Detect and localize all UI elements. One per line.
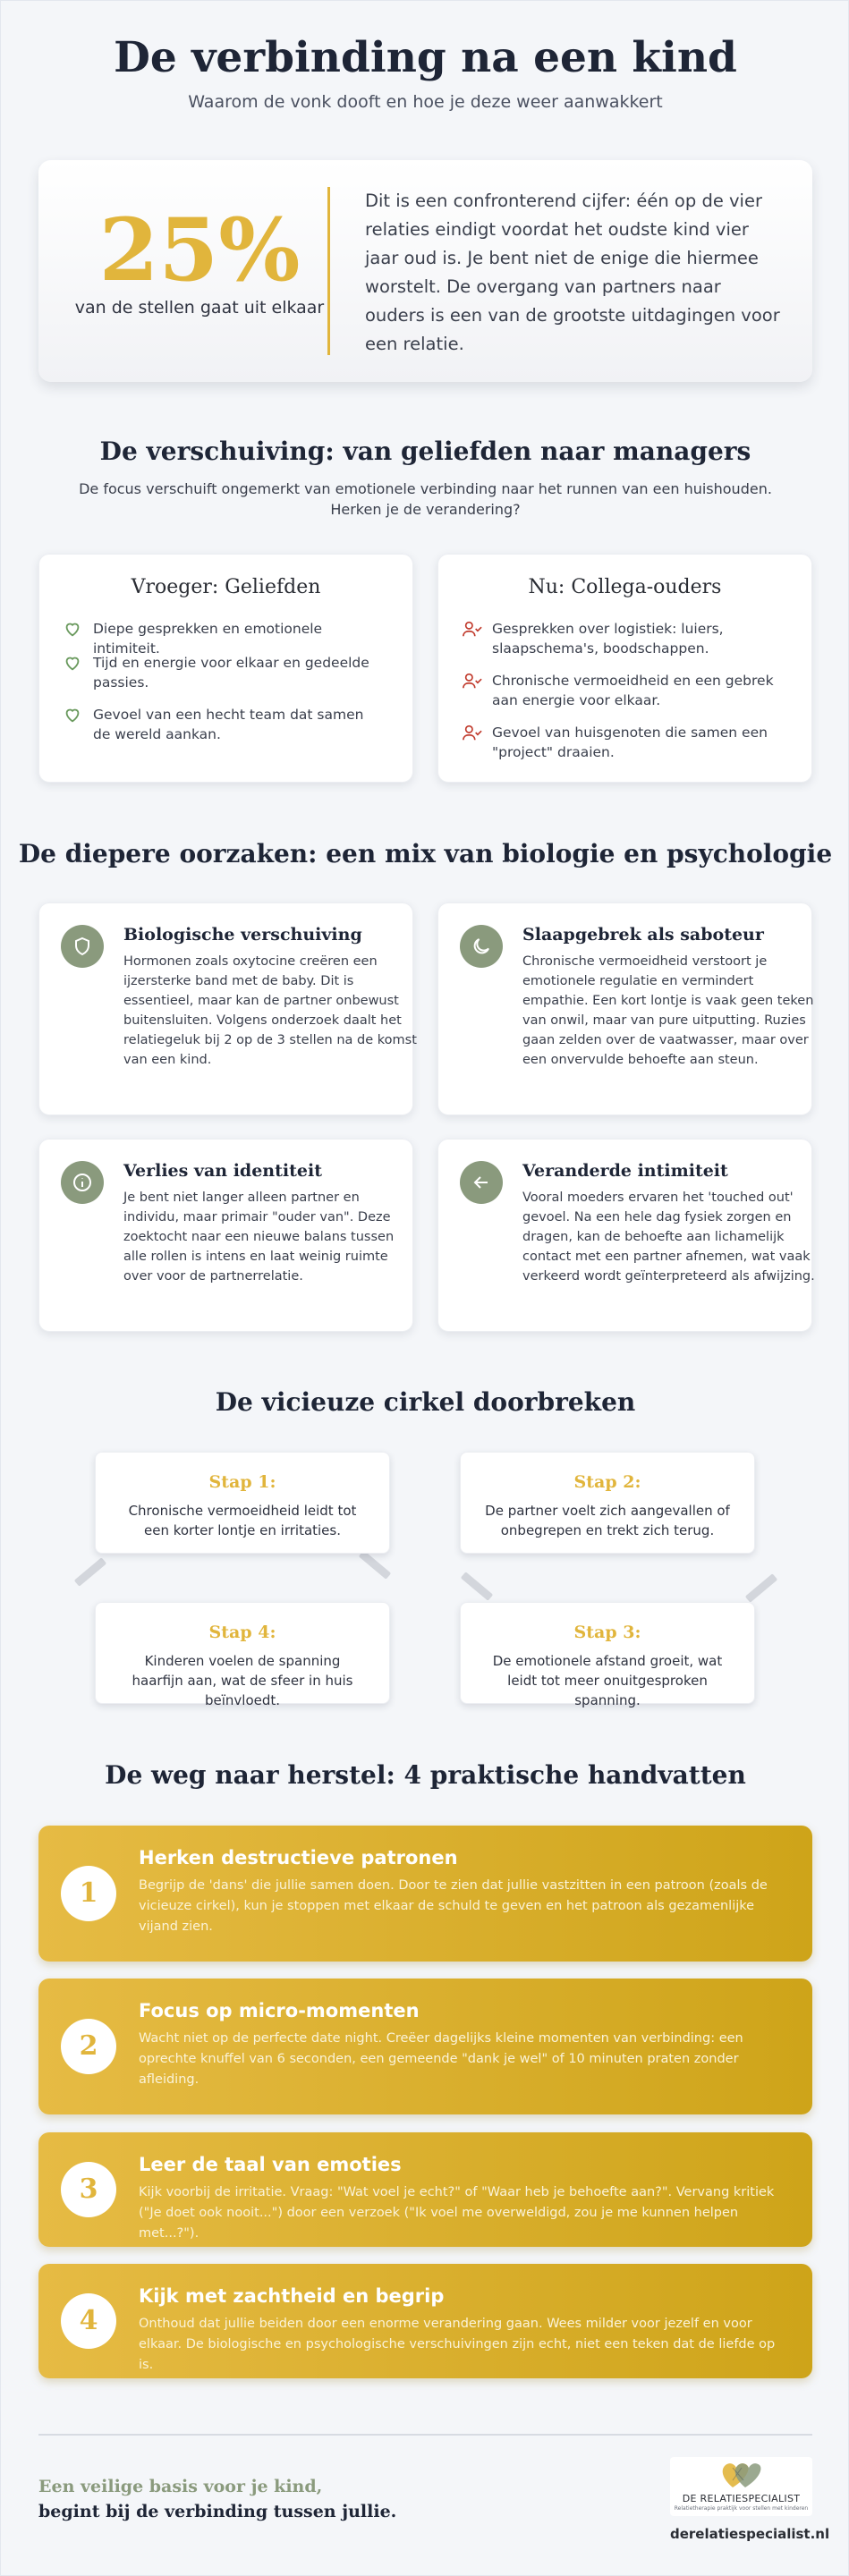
list-item: [462, 723, 784, 762]
cause-card: [38, 902, 417, 1115]
list-item-text: Diepe gesprekken en emotionele intimiteit.: [93, 621, 323, 657]
cause-text: Je bent niet langer alleen partner en individu, maar primair "ouder van". Deze zoektocht naar een nieuwe balans tussen alle rollen is intens en laat weinig ruimte over voor de partnerrelatie.: [123, 1191, 395, 1284]
cycle-connector: [745, 1573, 777, 1603]
shift-subtitle: De focus verschuift ongemerkt van emotionele verbinding naar het runnen van een huishouden. Herken je de verandering?: [79, 480, 772, 518]
stat-divider: [327, 187, 330, 355]
cause-text: Hormonen zoals oxytocine creëren een ijzersterke band met de baby. Dit is essentieel, maar kan de partner onbewust buitensluiten. Volgens onderzoek daalt het relatiegeluk bij 2 op de 3 stellen na de komst van een kind.: [123, 954, 417, 1067]
stat-card: [38, 160, 812, 382]
cycle-connector: [461, 1572, 493, 1601]
causes-title: De diepere oorzaken: een mix van biologie en psychologie: [18, 839, 833, 869]
stat-label: van de stellen gaat uit elkaar: [74, 298, 325, 318]
cause-title: Verlies van identiteit: [123, 1161, 322, 1181]
stat-description: Dit is een confronterend cijfer: één op de vier relaties eindigt voordat het oudste kind vier jaar oud is. Je bent niet de enige die hiermee worstelt. De overgang van partners naar ouders is een van de grootste uitdagingen voor een relatie.: [365, 191, 780, 354]
list-item: [63, 653, 385, 692]
recovery-card: [38, 2132, 812, 2247]
footer-tagline-1: Een veilige basis voor je kind,: [38, 2477, 323, 2496]
step-title: Stap 1:: [208, 1472, 276, 1492]
cause-title: Slaapgebrek als saboteur: [522, 925, 764, 945]
recovery-title: De weg naar herstel: 4 praktische handvatten: [105, 1760, 746, 1790]
footer-divider: [38, 2434, 812, 2436]
cycle-step: [95, 1452, 390, 1554]
list-item: [63, 705, 385, 744]
recovery-card: [38, 1826, 812, 1962]
shield-icon: [61, 925, 104, 968]
recovery-title-text: Focus op micro-momenten: [139, 2000, 420, 2021]
list-item-text: Gevoel van huisgenoten die samen een "project" draaien.: [492, 724, 768, 760]
list-item-text: Chronische vermoeidheid en een gebrek aan energie voor elkaar.: [492, 673, 774, 708]
recovery-text: Kijk voorbij de irritatie. Vraag: "Wat voel je echt?" of "Waar heb je behoefte aan?". Vervang kritiek ("Je doet ook nooit...") door een verzoek ("Ik voel me overweldigd, zou je me kunnen helpen met...?").: [139, 2185, 775, 2241]
recovery-number: 1: [61, 1866, 116, 1921]
list-item: [462, 619, 784, 658]
step-text: De emotionele afstand groeit, wat leidt tot meer onuitgesproken spanning.: [492, 1653, 723, 1708]
recovery-text: Onthoud dat jullie beiden door een enorme verandering gaan. Wees milder voor jezelf en voor elkaar. De biologische en psychologische verschuivingen zijn echt, niet een teken dat de liefde op is.: [139, 2317, 776, 2372]
recovery-title-text: Kijk met zachtheid en begrip: [139, 2285, 445, 2307]
heart-icon: [63, 705, 86, 744]
step-text: Chronische vermoeidheid leidt tot een korter lontje en irritaties.: [128, 1503, 357, 1538]
recovery-number: 4: [61, 2293, 116, 2349]
list-item-text: Gesprekken over logistiek: luiers, slaapschema's, boodschappen.: [492, 621, 724, 657]
recovery-card: [38, 1979, 812, 2114]
user-check-icon: [462, 671, 485, 710]
recovery-text: Begrijp de 'dans' die jullie samen doen. Door te zien dat jullie vastzitten in een patroon (zoals de vicieuze cirkel), kun je stoppen met elkaar de schuld te geven en het patroon als gezamenlijke vijand zien.: [139, 1878, 768, 1934]
recovery-title-text: Herken destructieve patronen: [139, 1847, 458, 1868]
logo-hearts-icon: [670, 2457, 812, 2493]
cause-title: Veranderde intimiteit: [522, 1161, 728, 1181]
cause-text: Vooral moeders ervaren het 'touched out' gevoel. Na een hele dag fysiek zorgen en dragen, kan de behoefte aan lichamelijk contact met een partner afnemen, wat vaak verkeerd wordt geïnterpreteerd als afwijzing.: [522, 1191, 815, 1284]
cause-card: [38, 1139, 413, 1332]
step-text: Kinderen voelen de spanning haarfijn aan, wat de sfeer in huis beïnvloedt.: [132, 1653, 353, 1708]
cycle-title: De vicieuze cirkel doorbreken: [215, 1387, 636, 1417]
info-icon: [61, 1161, 104, 1204]
cycle-step: [95, 1602, 390, 1708]
logo-tagline: Relatietherapie praktijk voor stellen met kinderen: [674, 2505, 809, 2512]
step-text: De partner voelt zich aangevallen of onbegrepen en trekt zich terug.: [485, 1503, 730, 1538]
moon-icon: [460, 925, 503, 968]
now-card-title: Nu: Collega-ouders: [528, 576, 722, 598]
recovery-title-text: Leer de taal van emoties: [139, 2154, 402, 2175]
page-title: De verbinding na een kind: [114, 33, 737, 82]
logo-name: DE RELATIESPECIALIST: [682, 2493, 801, 2504]
recovery-card: [38, 2264, 812, 2378]
cause-title: Biologische verschuiving: [123, 925, 362, 945]
cause-text: Chronische vermoeidheid verstoort je emotionele regulatie en vermindert empathie. Een kort lontje is vaak geen teken van onwil, maar van pure uitputting. Ruzies gaan zelden over de vaatwasser, maar over een onvervulde behoefte aan steun.: [522, 954, 814, 1067]
list-item-text: Tijd en energie voor elkaar en gedeelde passies.: [93, 655, 369, 691]
step-title: Stap 3:: [573, 1623, 641, 1642]
recovery-number: 2: [61, 2019, 116, 2074]
footer-tagline-2: begint bij de verbinding tussen jullie.: [38, 2502, 397, 2521]
brand-logo: [670, 2457, 812, 2516]
before-card-title: Vroeger: Geliefden: [131, 576, 321, 598]
step-title: Stap 2:: [573, 1472, 641, 1492]
stat-number: 25%: [98, 199, 301, 301]
list-item-text: Gevoel van een hecht team dat samen de wereld aankan.: [93, 707, 364, 742]
website-link[interactable]: derelatiespecialist.nl: [670, 2526, 830, 2542]
cycle-step: [460, 1452, 755, 1554]
recovery-number: 3: [61, 2162, 116, 2217]
before-card: [38, 554, 413, 783]
user-check-icon: [462, 619, 485, 658]
cycle-step: [460, 1602, 755, 1708]
shift-title: De verschuiving: van geliefden naar managers: [99, 436, 751, 466]
cause-card: [437, 1139, 815, 1332]
arrow-left-icon: [460, 1161, 503, 1204]
page-subtitle: Waarom de vonk dooft en hoe je deze weer aanwakkert: [188, 92, 663, 112]
cause-card: [437, 902, 812, 1115]
user-check-icon: [462, 723, 485, 762]
cycle-connector: [74, 1557, 106, 1587]
heart-icon: [63, 653, 86, 692]
step-title: Stap 4:: [208, 1623, 276, 1642]
now-card: [437, 554, 812, 783]
cycle-connector: [359, 1550, 391, 1580]
recovery-text: Wacht niet op de perfecte date night. Creëer dagelijks kleine momenten van verbinding: een oprechte knuffel van 6 seconden, een gemeende "dank je wel" of 10 minuten praten zonder afleiding.: [139, 2031, 743, 2087]
list-item: [462, 671, 784, 710]
